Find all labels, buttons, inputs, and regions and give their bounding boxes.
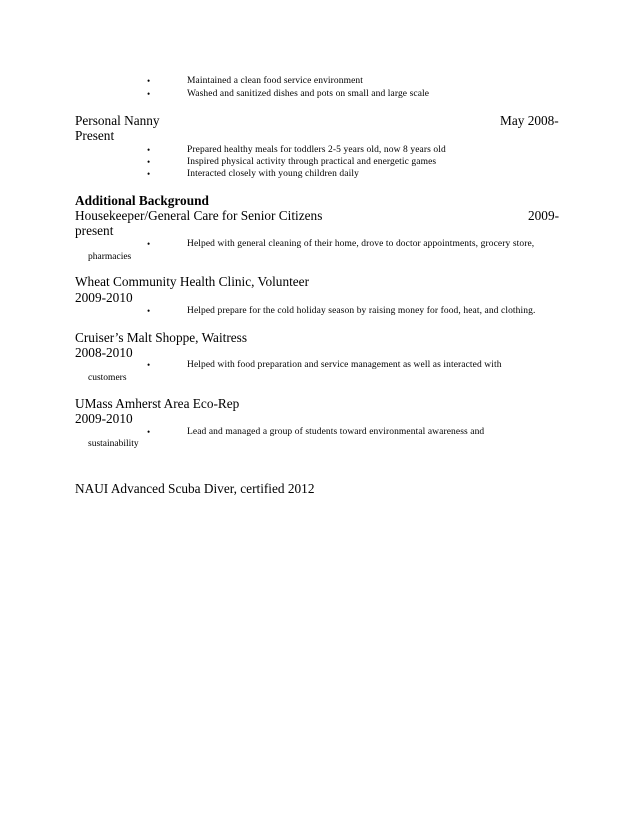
bullet-continuation: customers bbox=[88, 373, 127, 383]
bullet-marker: • bbox=[147, 76, 151, 86]
bullet-text: Washed and sanitized dishes and pots on small and large scale bbox=[187, 89, 430, 99]
bullet-marker: • bbox=[147, 169, 151, 179]
bullet-marker: • bbox=[147, 239, 151, 249]
bullet-text: Inspired physical activity through practical and energetic games bbox=[187, 157, 437, 167]
job-title-nanny: Personal Nanny bbox=[75, 113, 160, 128]
job-dates-clinic: 2009-2010 bbox=[75, 290, 133, 305]
bullet-text: Interacted closely with young children daily bbox=[187, 169, 359, 179]
bullet-marker: • bbox=[147, 427, 151, 437]
bullet-marker: • bbox=[147, 145, 151, 155]
job-dates-ecorep: 2009-2010 bbox=[75, 411, 133, 426]
job-title-housekeeper: Housekeeper/General Care for Senior Citizens bbox=[75, 208, 323, 223]
job-date-nanny: May 2008- bbox=[500, 113, 559, 128]
bullet-text: Lead and managed a group of students toward environmental awareness and bbox=[187, 427, 485, 437]
bullet-marker: • bbox=[147, 89, 151, 99]
bullet-marker: • bbox=[147, 360, 151, 370]
job-dates-malt: 2008-2010 bbox=[75, 345, 133, 360]
job-title-malt: Cruiser’s Malt Shoppe, Waitress bbox=[75, 330, 248, 345]
job-title-ecorep: UMass Amherst Area Eco-Rep bbox=[75, 396, 240, 411]
bullet-marker: • bbox=[147, 157, 151, 167]
bullet-continuation: pharmacies bbox=[88, 252, 132, 262]
bullet-text: Helped prepare for the cold holiday season by raising money for food, heat, and clothing. bbox=[187, 306, 536, 316]
bullet-text: Maintained a clean food service environment bbox=[187, 76, 364, 86]
section-heading: Additional Background bbox=[75, 193, 209, 208]
certification: NAUI Advanced Scuba Diver, certified 2012 bbox=[75, 481, 315, 496]
bullet-text: Helped with general cleaning of their home, drove to doctor appointments, grocery store, bbox=[187, 239, 535, 249]
job-date-end-nanny: Present bbox=[75, 128, 115, 143]
job-title-clinic: Wheat Community Health Clinic, Volunteer bbox=[75, 274, 310, 289]
bullet-continuation: sustainability bbox=[88, 439, 139, 449]
job-date-housekeeper: 2009- bbox=[528, 208, 560, 223]
bullet-text: Prepared healthy meals for toddlers 2-5 years old, now 8 years old bbox=[187, 145, 446, 155]
bullet-text: Helped with food preparation and service management as well as interacted with bbox=[187, 360, 502, 370]
bullet-marker: • bbox=[147, 306, 151, 316]
job-date-end-housekeeper: present bbox=[75, 223, 114, 238]
